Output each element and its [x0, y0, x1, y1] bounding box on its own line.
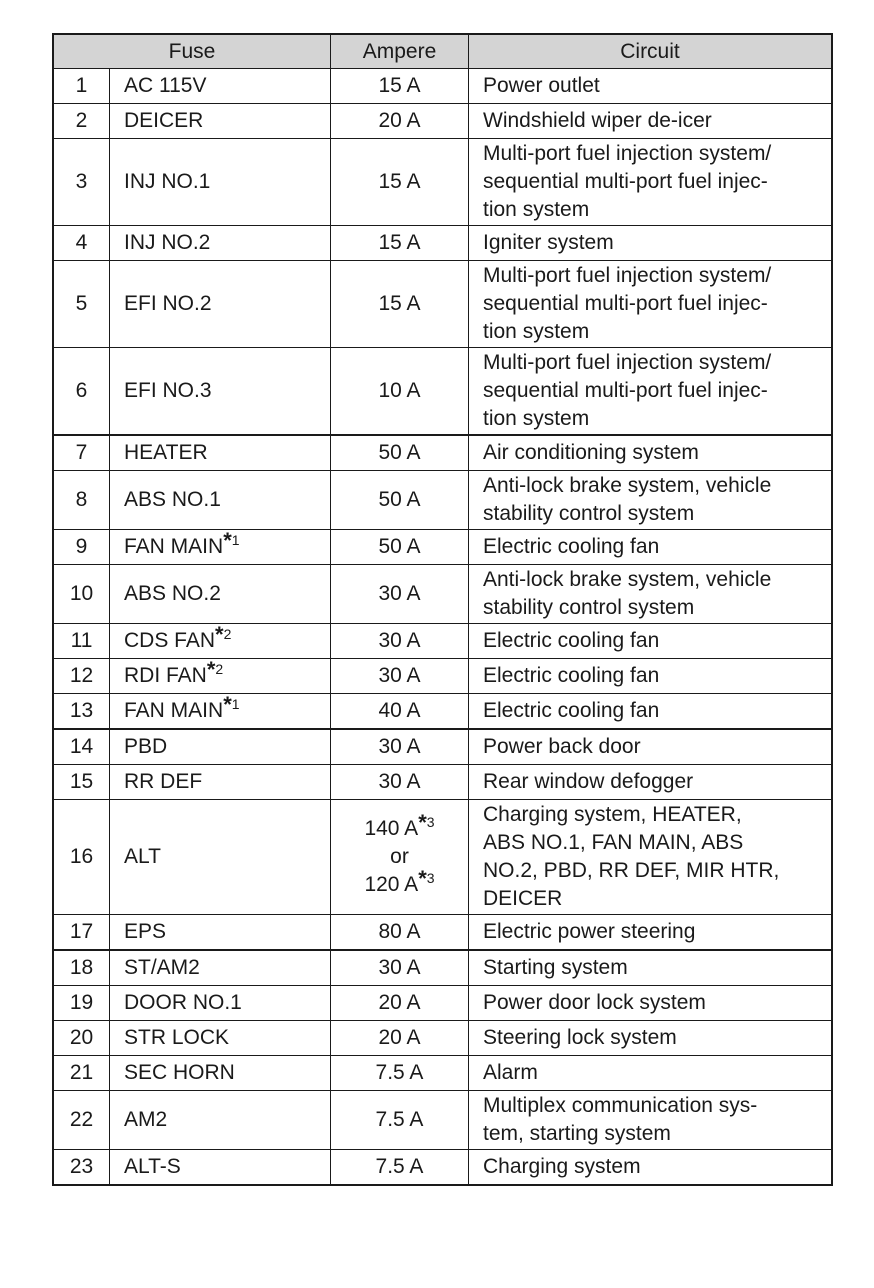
ampere-value: 140 A — [364, 817, 419, 840]
fuse-name: EFI NO.3 — [124, 379, 212, 402]
table-row — [53, 1056, 832, 1091]
circuit-description: Anti-lock brake system, vehicle stability control system — [469, 471, 833, 530]
circuit-description: Anti-lock brake system, vehicle stability control system — [469, 565, 833, 624]
fuse-number: 14 — [53, 729, 110, 765]
circuit-description: Electric cooling fan — [469, 694, 833, 730]
fuse-name: PBD — [124, 735, 168, 758]
fuse-number: 17 — [53, 915, 110, 951]
fuse-name-cell — [110, 1150, 331, 1186]
ampere-cell: 7.5 A — [331, 1150, 469, 1186]
footnote-marker — [223, 692, 240, 717]
fuse-name: CDS FAN — [124, 629, 216, 652]
table-row — [53, 624, 832, 659]
circuit-description: Igniter system — [469, 226, 833, 261]
table-row — [53, 1021, 832, 1056]
fuse-number: 6 — [53, 348, 110, 436]
ampere-cell: 20 A — [331, 1021, 469, 1056]
fuse-name-cell — [110, 226, 331, 261]
footnote-number: 3 — [426, 814, 435, 830]
table-row — [53, 348, 832, 436]
table-row — [53, 1091, 832, 1150]
fuse-name-cell — [110, 261, 331, 348]
fuse-name: EPS — [124, 920, 167, 943]
footnote-number: 2 — [223, 626, 232, 642]
fuse-name-cell — [110, 694, 331, 730]
circuit-description: Charging system, HEATER, ABS NO.1, FAN MAIN, ABS NO.2, PBD, RR DEF, MIR HTR, DEICER — [469, 800, 833, 915]
fuse-number: 13 — [53, 694, 110, 730]
fuse-number: 11 — [53, 624, 110, 659]
fuse-name: FAN MAIN — [124, 699, 224, 722]
table-row — [53, 729, 832, 765]
fuse-name: AM2 — [124, 1108, 168, 1131]
ampere-cell: 80 A — [331, 915, 469, 951]
fuse-name-cell — [110, 139, 331, 226]
table-row — [53, 1150, 832, 1186]
fuse-name: SEC HORN — [124, 1061, 235, 1084]
ampere-line — [331, 866, 468, 899]
asterisk-icon: * — [223, 692, 232, 717]
table-row — [53, 69, 832, 104]
header-circuit: Circuit — [469, 34, 833, 69]
table-row — [53, 986, 832, 1021]
ampere-cell: 30 A — [331, 565, 469, 624]
fuse-name-cell — [110, 1091, 331, 1150]
fuse-name-cell — [110, 915, 331, 951]
footnote-marker — [223, 528, 240, 553]
fuse-name-cell — [110, 950, 331, 986]
fuse-name: ABS NO.1 — [124, 488, 221, 511]
fuse-name: DEICER — [124, 109, 204, 132]
fuse-number: 8 — [53, 471, 110, 530]
asterisk-icon: * — [215, 622, 224, 647]
fuse-name: DOOR NO.1 — [124, 991, 242, 1014]
footnote-marker — [206, 657, 224, 682]
fuse-name: INJ NO.1 — [124, 170, 211, 193]
fuse-number: 20 — [53, 1021, 110, 1056]
fuse-number: 10 — [53, 565, 110, 624]
fuse-name-cell — [110, 1021, 331, 1056]
ampere-value: 120 A — [364, 873, 419, 896]
circuit-description: Multi-port fuel injection system/ sequential multi-port fuel injec- tion system — [469, 139, 833, 226]
fuse-name: ABS NO.2 — [124, 582, 221, 605]
table-body — [53, 69, 832, 1186]
fuse-name: STR LOCK — [124, 1026, 230, 1049]
table-row — [53, 435, 832, 471]
circuit-description: Multi-port fuel injection system/ sequential multi-port fuel injec- tion system — [469, 261, 833, 348]
footnote-marker — [215, 622, 232, 647]
fuse-name: ST/AM2 — [124, 956, 200, 979]
circuit-description: Steering lock system — [469, 1021, 833, 1056]
fuse-name: INJ NO.2 — [124, 231, 211, 254]
ampere-cell: 20 A — [331, 986, 469, 1021]
ampere-value: or — [390, 845, 409, 868]
ampere-cell: 15 A — [331, 226, 469, 261]
ampere-cell: 15 A — [331, 261, 469, 348]
fuse-number: 18 — [53, 950, 110, 986]
circuit-description: Rear window defogger — [469, 765, 833, 800]
table-row — [53, 471, 832, 530]
circuit-description: Electric cooling fan — [469, 530, 833, 565]
ampere-cell: 15 A — [331, 139, 469, 226]
fuse-name-cell — [110, 471, 331, 530]
fuse-name: ALT — [124, 845, 161, 868]
table-row — [53, 530, 832, 565]
asterisk-icon: * — [418, 810, 427, 835]
ampere-cell: 15 A — [331, 69, 469, 104]
circuit-description: Power door lock system — [469, 986, 833, 1021]
fuse-name: RDI FAN — [124, 664, 207, 687]
table-row — [53, 565, 832, 624]
fuse-number: 12 — [53, 659, 110, 694]
fuse-name: FAN MAIN — [124, 535, 224, 558]
fuse-number: 19 — [53, 986, 110, 1021]
ampere-cell: 30 A — [331, 950, 469, 986]
fuse-name: AC 115V — [124, 74, 207, 97]
circuit-description: Electric cooling fan — [469, 659, 833, 694]
table-row — [53, 261, 832, 348]
table-row — [53, 800, 832, 915]
footnote-number: 3 — [426, 870, 435, 886]
ampere-cell: 50 A — [331, 471, 469, 530]
circuit-description: Alarm — [469, 1056, 833, 1091]
circuit-description: Air conditioning system — [469, 435, 833, 471]
ampere-cell: 30 A — [331, 729, 469, 765]
table-row — [53, 659, 832, 694]
ampere-cell: 10 A — [331, 348, 469, 436]
table-row — [53, 950, 832, 986]
fuse-number: 2 — [53, 104, 110, 139]
footnote-number: 1 — [231, 532, 240, 548]
fuse-number: 23 — [53, 1150, 110, 1186]
fuse-number: 22 — [53, 1091, 110, 1150]
table-row — [53, 694, 832, 730]
fuse-name-cell — [110, 986, 331, 1021]
ampere-cell: 30 A — [331, 624, 469, 659]
table-row — [53, 139, 832, 226]
circuit-description: Multi-port fuel injection system/ sequential multi-port fuel injec- tion system — [469, 348, 833, 436]
ampere-cell: 50 A — [331, 435, 469, 471]
fuse-name-cell — [110, 729, 331, 765]
asterisk-icon: * — [206, 657, 216, 682]
circuit-description: Electric cooling fan — [469, 624, 833, 659]
footnote-marker — [418, 866, 435, 891]
fuse-number: 16 — [53, 800, 110, 915]
fuse-name: EFI NO.2 — [124, 292, 212, 315]
ampere-cell: 40 A — [331, 694, 469, 730]
ampere-cell: 30 A — [331, 765, 469, 800]
ampere-cell: 7.5 A — [331, 1091, 469, 1150]
footnote-number: 2 — [215, 661, 224, 677]
fuse-name-cell — [110, 69, 331, 104]
fuse-name-cell — [110, 1056, 331, 1091]
footnote-number: 1 — [231, 696, 240, 712]
header-fuse: Fuse — [53, 34, 331, 69]
fuse-number: 5 — [53, 261, 110, 348]
fuse-number: 15 — [53, 765, 110, 800]
ampere-cell: 50 A — [331, 530, 469, 565]
circuit-description: Windshield wiper de-icer — [469, 104, 833, 139]
asterisk-icon: * — [223, 528, 232, 553]
fuse-number: 21 — [53, 1056, 110, 1091]
fuse-table — [52, 33, 833, 1186]
header-ampere: Ampere — [331, 34, 469, 69]
circuit-description: Multiplex communication sys- tem, starting system — [469, 1091, 833, 1150]
circuit-description: Power back door — [469, 729, 833, 765]
fuse-name-cell — [110, 348, 331, 436]
asterisk-icon: * — [418, 866, 427, 891]
circuit-description: Starting system — [469, 950, 833, 986]
fuse-name: RR DEF — [124, 770, 203, 793]
fuse-name-cell — [110, 565, 331, 624]
fuse-number: 1 — [53, 69, 110, 104]
table-row — [53, 104, 832, 139]
circuit-description: Charging system — [469, 1150, 833, 1186]
table-row — [53, 915, 832, 951]
ampere-cell: 7.5 A — [331, 1056, 469, 1091]
fuse-number: 3 — [53, 139, 110, 226]
header-row — [53, 34, 832, 69]
fuse-name-cell — [110, 530, 331, 565]
fuse-name-cell — [110, 800, 331, 915]
fuse-number: 7 — [53, 435, 110, 471]
table-row — [53, 226, 832, 261]
circuit-description: Electric power steering — [469, 915, 833, 951]
ampere-cell: 30 A — [331, 659, 469, 694]
fuse-name-cell — [110, 765, 331, 800]
fuse-name-cell — [110, 104, 331, 139]
ampere-line — [331, 843, 468, 871]
fuse-number: 4 — [53, 226, 110, 261]
ampere-cell — [331, 800, 469, 915]
fuse-name-cell — [110, 659, 331, 694]
ampere-line — [331, 810, 468, 843]
fuse-number: 9 — [53, 530, 110, 565]
fuse-name: HEATER — [124, 441, 208, 464]
table-row — [53, 765, 832, 800]
circuit-description: Power outlet — [469, 69, 833, 104]
fuse-name-cell — [110, 435, 331, 471]
footnote-marker — [418, 810, 435, 835]
ampere-cell: 20 A — [331, 104, 469, 139]
fuse-name-cell — [110, 624, 331, 659]
fuse-name: ALT-S — [124, 1155, 181, 1178]
